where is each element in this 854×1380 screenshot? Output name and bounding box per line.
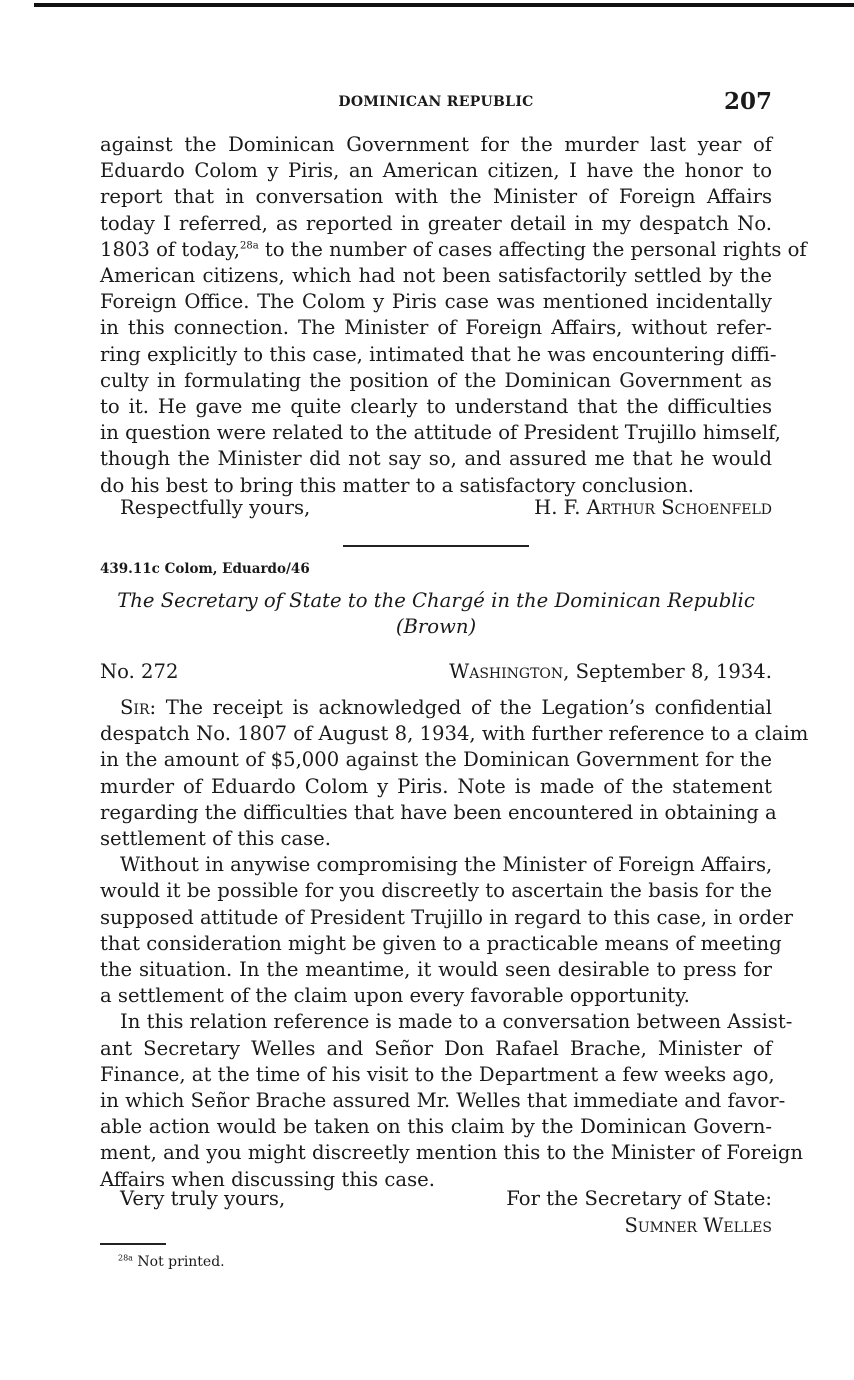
for-line: For the Secretary of State: [506,1187,772,1210]
signature: Sumner Welles [624,1214,772,1237]
text-line: against the Dominican Government for the murder last year of [100,133,772,156]
text-line: in this connection. The Minister of Foreign Affairs, without refer- [100,316,772,340]
text-line: Eduardo Colom y Piris, an American citizen, I have the honor to [100,159,772,183]
text-line: report that in conversation with the Minister of Foreign Affairs [100,185,772,209]
text-line: the situation. In the meantime, it would seen desirable to press for [100,958,772,982]
text-line: to it. He gave me quite clearly to understand that the difficulties [100,395,772,419]
text-line: supposed attitude of President Trujillo in regard to this case, in order [100,905,794,929]
letter2-body [100,695,809,1193]
text-line: ment, and you might discreetly mention this to the Minister of Foreign [100,1141,804,1165]
file-reference: 439.11c Colom, Eduardo/46 [100,561,310,577]
text-line: ring explicitly to this case, intimated that he was encountering diffi- [100,342,777,366]
letter1-body [100,132,807,499]
text-line: culty in formulating the position of the Dominican Government as [100,368,772,392]
letter2-header-row [100,660,772,687]
footnote-ref: 28a [239,240,259,252]
text-line: in which Señor Brache assured Mr. Welles that immediate and favor- [100,1089,786,1113]
document-heading [100,588,772,640]
top-rule [34,3,854,7]
salutation: Sir [120,696,150,719]
text-line: regarding the difficulties that have been encountered in obtaining a [100,800,777,824]
closing: Very truly yours, [120,1187,286,1210]
text-line: murder of Eduardo Colom y Piris. Note is made of the statement [100,774,772,798]
text-line: in question were related to the attitude of President Trujillo himself, [100,421,781,445]
heading-line: The Secretary of State to the Chargé in the Dominican Republic [117,589,755,612]
section-divider [343,545,529,547]
text-line: today I referred, as reported in greater detail in my despatch No. [100,211,772,235]
closing: Respectfully yours, [120,496,311,519]
page-number: 207 [723,88,772,115]
text-fragment: to the number of cases affecting the personal rights of [258,237,807,261]
text-line: a settlement of the claim upon every favorable opportunity. [100,984,690,1008]
running-head [100,88,772,118]
text-line: able action would be taken on this claim by the Dominican Govern- [100,1115,772,1139]
text-line: American citizens, which had not been satisfactorily settled by the [100,264,772,288]
running-head-title: DOMINICAN REPUBLIC [338,94,534,110]
text-line: in the amount of $5,000 against the Dominican Government for the [100,748,772,772]
text-line: settlement of this case. [100,827,332,851]
text-line: though the Minister did not say so, and assured me that he would [100,447,772,471]
text-line: Finance, at the time of his visit to the Department a few weeks ago, [100,1062,775,1086]
footnote-rule [100,1243,166,1245]
letter2-closing-row [100,1187,772,1214]
text-line: Foreign Office. The Colom y Piris case was mentioned incidentally [100,290,772,314]
text-line: that consideration might be given to a practicable means of meeting [100,931,782,955]
text-fragment: : The receipt is acknowledged of the Legation’s confidential [149,696,772,719]
text-fragment: 1803 of today, [100,237,240,261]
footnote-text: Not printed. [132,1254,225,1270]
text-line: Without in anywise compromising the Minister of Foreign Affairs, [120,853,773,877]
text-line [100,237,807,263]
place-date [449,660,772,683]
place: Washington [449,660,564,683]
footnote-marker: 28a [118,1253,133,1263]
footnote [118,1254,225,1270]
letter-number: No. 272 [100,660,179,683]
signature: H. F. Arthur Schoenfeld [534,496,772,519]
text-line: would it be possible for you discreetly to ascertain the basis for the [100,879,772,903]
text-line: do his best to bring this matter to a satisfactory conclusion. [100,473,694,497]
date: , September 8, 1934. [563,660,772,683]
text-line: Affairs when discussing this case. [100,1167,435,1191]
text-line: ant Secretary Welles and Señor Don Rafael Brache, Minister of [100,1036,772,1060]
letter1-closing-row [100,496,772,523]
text-line [100,695,772,721]
text-line: In this relation reference is made to a conversation between Assist- [120,1010,793,1034]
heading-line: (Brown) [395,615,477,638]
letter2-signature-row [100,1214,772,1241]
text-line: despatch No. 1807 of August 8, 1934, with further reference to a claim [100,722,809,746]
